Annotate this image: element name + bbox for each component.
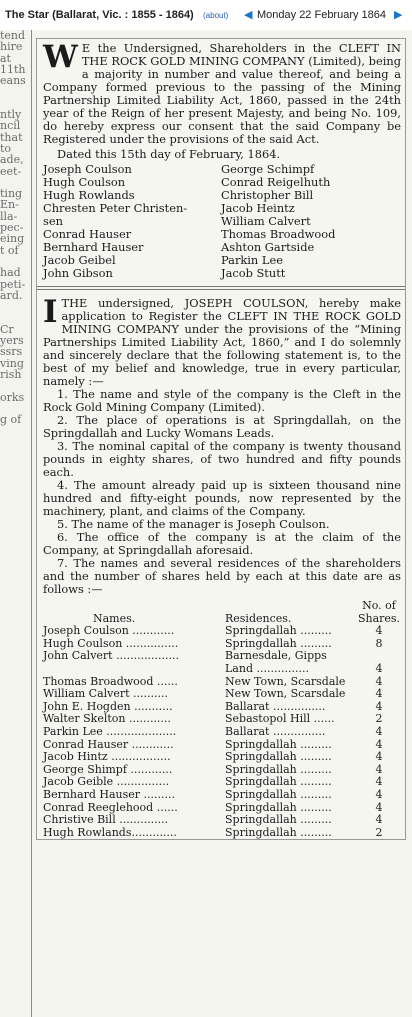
shareholder-name: Bernhard Hauser ......... [43, 787, 175, 801]
shareholder-residence: Springdallah ......... [225, 775, 332, 789]
adjacent-column-fragment [0, 30, 29, 1017]
shareholder-table [37, 596, 405, 839]
shareholder-name: John Calvert .................. [43, 649, 180, 663]
table-row [43, 726, 401, 739]
shareholder-shares: 4 [375, 800, 383, 814]
column-fragment-line: ade, [0, 153, 24, 167]
shareholder-residence: Ballarat ............... [225, 724, 326, 738]
column-fragment-line: peti- [0, 277, 26, 291]
signatory-name: Hugh Coulson [43, 175, 126, 189]
shareholder-name: Jacob Hintz ................. [43, 750, 171, 764]
table-row [43, 625, 401, 638]
table-body [43, 625, 401, 839]
column-fragment-line: ntly [0, 108, 22, 122]
shareholder-name: George Shimpf ............ [43, 762, 173, 776]
shareholder-shares: 4 [375, 787, 383, 801]
table-row [43, 751, 401, 764]
shareholder-name: Joseph Coulson ............ [43, 624, 175, 638]
dated-line: Dated this 15th day of February, 1864. [57, 147, 281, 161]
shareholder-residence: Ballarat ............... [225, 699, 326, 713]
declaration-points [37, 388, 405, 596]
column-fragment-line: ving [0, 356, 24, 370]
shareholder-residence: Springdallah ......... [225, 750, 332, 764]
declaration-point: 5. The name of the manager is Joseph Coulson. [57, 517, 330, 531]
next-issue-icon[interactable]: ▶ [394, 9, 403, 21]
shareholder-residence: Springdallah ......... [225, 737, 332, 751]
shareholder-shares: 8 [375, 636, 383, 650]
shareholder-shares: 4 [375, 624, 383, 638]
shareholder-name: Walter Skelton ............ [43, 712, 171, 726]
column-fragment-line: hire [0, 40, 23, 54]
signatory-name: Parkin Lee [221, 253, 283, 267]
header-residences: Residences. [225, 611, 292, 625]
header-names: Names. [93, 611, 136, 625]
shareholder-residence: Springdallah ......... [225, 813, 332, 827]
shareholder-name: Jacob Geible ............... [43, 775, 170, 789]
column-fragment-line: g of [0, 413, 22, 427]
signatory-name: Jacob Stutt [221, 266, 286, 280]
column-fragment-line: 11th [0, 62, 26, 76]
shareholder-residence: New Town, Scarsdale [225, 674, 346, 688]
table-header-top: No. of [362, 599, 396, 612]
column-fragment-line: eing [0, 232, 25, 246]
shareholder-residence: Springdallah ......... [225, 636, 332, 650]
signatory-list [37, 161, 405, 280]
signatory-name: Jacob Heintz [221, 201, 295, 215]
signatory-name: Conrad Hauser [43, 227, 132, 241]
shareholder-residence: Springdallah ......... [225, 762, 332, 776]
column-fragment-line: ard. [0, 288, 23, 302]
column-fragment-line: to [0, 141, 12, 155]
declaration-point: 3. The nominal capital of the company is twenty thousand pounds in eighty shares, of two hundred and fifty pounds each. [43, 439, 401, 479]
shareholder-shares: 4 [375, 724, 383, 738]
signatory-name: Chresten Peter Christen- [43, 201, 188, 215]
column-rule [31, 30, 32, 1017]
column-fragment-line [0, 301, 29, 312]
declaration-point: 2. The place of operations is at Springdallah, on the Springdallah and Lucky Womans Leads. [43, 413, 401, 440]
application-notice [37, 294, 405, 388]
shareholder-shares: 4 [375, 699, 383, 713]
signatory-name: Joseph Coulson [43, 162, 132, 176]
shareholder-shares: 2 [375, 712, 383, 726]
consent-notice-text: E the Undersigned, Shareholders in the CLEFT IN THE ROCK GOLD MINING COMPANY (Limited), being a majority in number and value thereof, and being a Company formed previous to the passing of the Mining Partnership Limited Liability Act, 1860, passed in the 24th year of the Reign of her present Majesty, and being No. 109, do hereby express our consent that the said Company be Registered under the provisions of the said Act. [43, 41, 401, 146]
dropcap-i: I [43, 294, 58, 330]
viewer-header [0, 0, 412, 30]
signatory-name: Bernhard Hauser [43, 240, 144, 254]
shareholder-residence: Springdallah ......... [225, 624, 332, 638]
shareholder-name [43, 663, 225, 676]
column-fragment-line: yers [0, 334, 24, 348]
shareholder-name: Thomas Broadwood ...... [43, 674, 178, 688]
table-row [43, 814, 401, 827]
column-fragment-line: rish [0, 367, 22, 381]
table-row [43, 789, 401, 802]
column-fragment-line: t of [0, 243, 19, 257]
shareholder-residence: Springdallah ......... [225, 825, 332, 839]
table-row [43, 650, 401, 663]
signatory-name: sen [43, 214, 63, 228]
shareholder-shares: 4 [375, 737, 383, 751]
shareholder-shares: 4 [375, 762, 383, 776]
column-fragment-line: ssrs [0, 345, 23, 359]
column-fragment-line: En- [0, 198, 19, 212]
shareholder-residence: Barnesdale, Gipps [225, 649, 327, 663]
column-fragment-line: orks [0, 390, 25, 404]
shareholder-residence: Sebastopol Hill ...... [225, 712, 335, 726]
shareholder-name: Hugh Rowlands............. [43, 825, 177, 839]
previous-issue-icon[interactable]: ◀ [244, 9, 253, 21]
header-shares: Shares. [357, 611, 401, 625]
declaration-point: 1. The name and style of the company is the Cleft in the Rock Gold Mining Company (Limited). [43, 387, 401, 414]
column-fragment-line [0, 380, 29, 391]
shareholder-residence: Springdallah ......... [225, 787, 332, 801]
column-fragment-line: Cr [0, 322, 14, 336]
shareholder-shares: 4 [375, 687, 383, 701]
column-fragment-line: at [0, 51, 11, 65]
column-fragment-line: ncil [0, 119, 21, 133]
shareholder-name: Parkin Lee .................... [43, 724, 177, 738]
column-fragment-line: ting [0, 187, 23, 201]
table-row [43, 688, 401, 701]
table-row [43, 827, 401, 840]
signatory-name: Ashton Gartside [221, 240, 315, 254]
declaration-point: 7. The names and several residences of the shareholders and the number of shares held by each at this date are as follows :— [43, 556, 401, 596]
column-fragment-line: tend [0, 30, 26, 42]
about-link[interactable]: (about) [203, 11, 229, 20]
signatory-name: Jacob Geibel [43, 253, 116, 267]
shareholder-residence: Land ............... [225, 661, 309, 675]
column-fragment-line: lla- [0, 209, 18, 223]
section-divider [37, 286, 405, 290]
shareholder-shares: 4 [375, 813, 383, 827]
column-fragment-line: had [0, 266, 21, 280]
column-fragment-line: eet- [0, 164, 22, 178]
application-notice-text: THE undersigned, JOSEPH COULSON, hereby make application to Register the CLEFT IN THE ROCK GOLD MINING COMPANY under the provisions of the “Mining Partnerships Limited Liability Act, 1860,” and I do solemnly and sincerely declare that the following statement is, to the best of my belief and knowledge, true in every particular, namely :— [43, 296, 401, 388]
column-fragment-line: that [0, 130, 23, 144]
table-row [43, 663, 401, 676]
shareholder-name: Christive Bill .............. [43, 813, 169, 827]
shareholder-name: Conrad Reeglehood ...... [43, 800, 178, 814]
declaration-point: 6. The office of the company is at the claim of the Company, at Springdallah aforesaid. [43, 530, 401, 557]
shareholder-residence: New Town, Scarsdale [225, 687, 346, 701]
column-fragment-line: eans [0, 74, 26, 88]
shareholder-name: John E. Hogden ........... [43, 699, 173, 713]
declaration-point: 4. The amount already paid up is sixteen thousand nine hundred and fifty-eight pounds, now represented by the machinery, plant, and claims of the Company. [43, 478, 401, 518]
signatory-name: Christopher Bill [221, 188, 314, 202]
publication-title[interactable]: The Star (Ballarat, Vic. : 1855 - 1864) [5, 9, 194, 21]
shareholder-shares: 2 [375, 825, 383, 839]
shareholder-shares: 4 [375, 661, 383, 675]
article-notices [36, 38, 406, 840]
shareholder-shares: 4 [375, 775, 383, 789]
shareholder-name: Conrad Hauser ............ [43, 737, 174, 751]
signatory-name: George Schimpf [221, 162, 315, 176]
signatory-name: Thomas Broadwood [221, 227, 336, 241]
shareholder-shares: 4 [375, 674, 383, 688]
shareholder-name: William Calvert .......... [43, 687, 169, 701]
signatory-name: William Calvert [221, 214, 311, 228]
shareholder-name: Hugh Coulson ............... [43, 636, 179, 650]
dropcap-w: W [43, 39, 78, 75]
signatory-name: Conrad Reigelhuth [221, 175, 331, 189]
newspaper-page [0, 30, 412, 1017]
signatory-name: John Gibson [43, 266, 113, 280]
consent-notice [37, 39, 405, 146]
column-fragment-line [0, 86, 29, 97]
issue-date: Monday 22 February 1864 [257, 9, 387, 21]
signatory-name: Hugh Rowlands [43, 188, 135, 202]
column-fragment-line: pec- [0, 221, 24, 235]
shareholder-residence: Springdallah ......... [225, 800, 332, 814]
shareholder-shares: 4 [375, 750, 383, 764]
